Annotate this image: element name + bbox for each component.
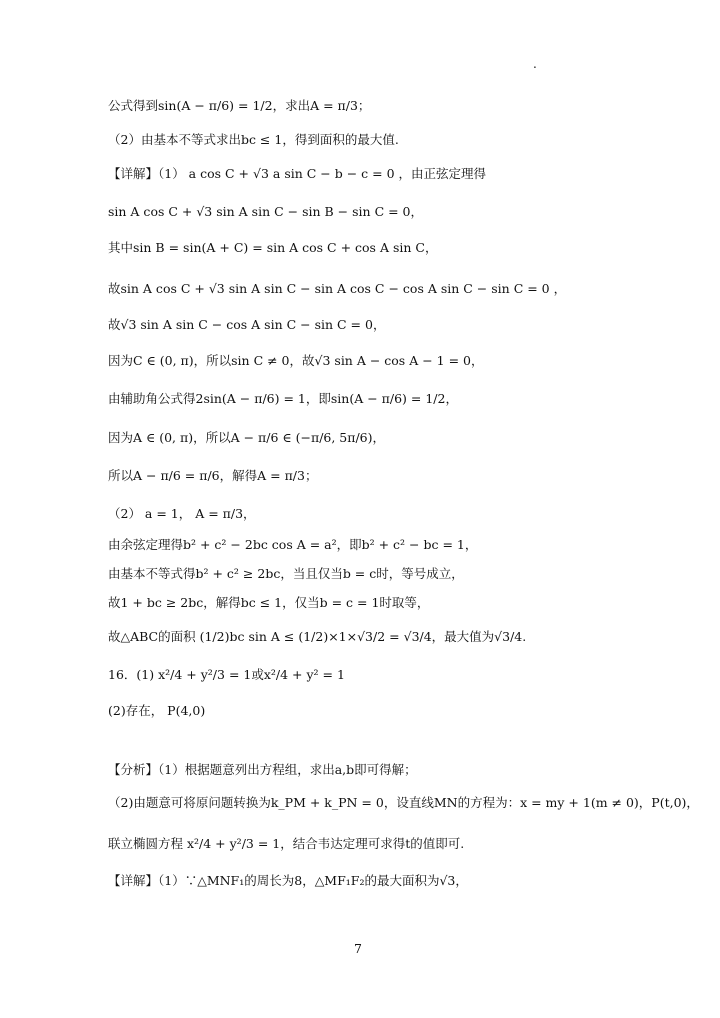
text-line: 其中sin B = sin(A + C) = sin A cos C + cos A sin C， bbox=[108, 240, 438, 255]
text-line: 所以A − π/6 = π/6，解得A = π/3； bbox=[108, 468, 318, 483]
text-line: 【详解】（1） a cos C + √3 a sin C − b − c = 0 ，由正弦定理得 bbox=[108, 166, 487, 181]
text-line: 【分析】（1）根据题意列出方程组，求出a,b即可得解； bbox=[108, 762, 417, 777]
text-line: (2)存在， P(4,0) bbox=[108, 703, 206, 718]
text-line: 【详解】（1）∵△MNF₁的周长为8，△MF₁F₂的最大面积为√3， bbox=[108, 873, 468, 888]
text-line: 故△ABC的面积 (1/2)bc sin A ≤ (1/2)×1×√3/2 = √3/4，最大值为√3/4. bbox=[108, 629, 527, 644]
text-line: 故sin A cos C + √3 sin A sin C − sin A cos C − cos A sin C − sin C = 0 ， bbox=[108, 281, 567, 296]
text-line: （2） a = 1， A = π/3， bbox=[108, 506, 256, 521]
header-mark: . bbox=[533, 57, 537, 71]
text-line: sin A cos C + √3 sin A sin C − sin B − sin C = 0， bbox=[108, 204, 424, 219]
text-line: 由辅助角公式得2sin(A − π/6) = 1，即sin(A − π/6) = 1/2， bbox=[108, 391, 458, 406]
text-line: 由余弦定理得b² + c² − 2bc cos A = a²，即b² + c² − bc = 1， bbox=[108, 537, 478, 552]
text-line: 16．(1) x²/4 + y²/3 = 1或x²/4 + y² = 1 bbox=[108, 667, 345, 682]
text-line: 联立椭圆方程 x²/4 + y²/3 = 1，结合韦达定理可求得t的值即可. bbox=[108, 836, 465, 851]
page-number: 7 bbox=[354, 941, 362, 956]
text-line: 故1 + bc ≥ 2bc，解得bc ≤ 1，仅当b = c = 1时取等， bbox=[108, 595, 430, 610]
text-line: （2）由基本不等式求出bc ≤ 1，得到面积的最大值. bbox=[108, 132, 399, 147]
text-line: 故√3 sin A sin C − cos A sin C − sin C = 0， bbox=[108, 317, 386, 332]
text-line: 因为C ∈ (0, π)，所以sin C ≠ 0，故√3 sin A − cos A − 1 = 0， bbox=[108, 353, 484, 368]
text-line: 公式得到sin(A − π/6) = 1/2，求出A = π/3； bbox=[108, 98, 371, 113]
text-line: 因为A ∈ (0, π)，所以A − π/6 ∈ (−π/6, 5π/6)， bbox=[108, 430, 386, 445]
text-line: 由基本不等式得b² + c² ≥ 2bc，当且仅当b = c时，等号成立， bbox=[108, 566, 464, 581]
text-line: （2)由题意可将原问题转换为k_PM + k_PN = 0，设直线MN的方程为：x = my + 1(m ≠ 0)，P(t,0)， bbox=[108, 795, 699, 810]
